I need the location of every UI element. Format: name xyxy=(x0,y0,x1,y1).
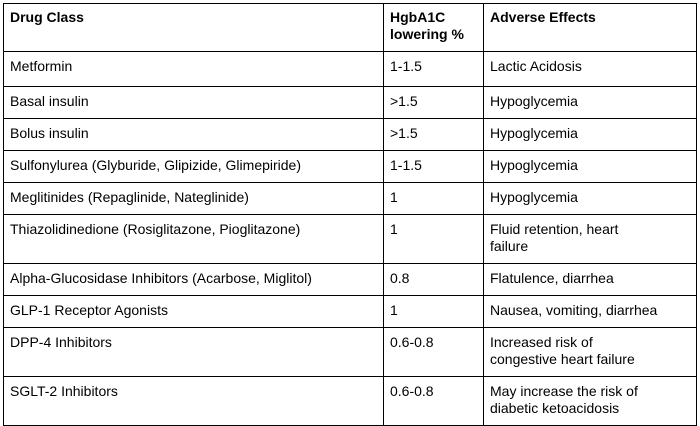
hgba1c-cell: 0.6-0.8 xyxy=(384,328,484,377)
drug-class-cell: GLP-1 Receptor Agonists xyxy=(4,296,384,328)
table-row xyxy=(4,328,697,377)
drug-class-cell: Alpha-Glucosidase Inhibitors (Acarbose, Miglitol) xyxy=(4,264,384,296)
drug-class-table xyxy=(3,3,697,426)
adverse-effects-cell: May increase the risk of diabetic ketoacidosis xyxy=(484,377,697,426)
table-row xyxy=(4,52,697,87)
drug-class-cell: Meglitinides (Repaglinide, Nateglinide) xyxy=(4,183,384,215)
hgba1c-cell: >1.5 xyxy=(384,119,484,151)
hgba1c-cell: 1 xyxy=(384,296,484,328)
drug-class-cell: Bolus insulin xyxy=(4,119,384,151)
table-row xyxy=(4,264,697,296)
adverse-effects-cell: Hypoglycemia xyxy=(484,87,697,119)
table-header-row xyxy=(4,4,697,52)
hgba1c-cell: 1-1.5 xyxy=(384,52,484,87)
hgba1c-cell: 1-1.5 xyxy=(384,151,484,183)
adverse-effects-cell: Lactic Acidosis xyxy=(484,52,697,87)
table-row xyxy=(4,296,697,328)
table-row xyxy=(4,183,697,215)
hgba1c-cell: 1 xyxy=(384,215,484,264)
drug-class-cell: Thiazolidinedione (Rosiglitazone, Pioglitazone) xyxy=(4,215,384,264)
table-row xyxy=(4,151,697,183)
adverse-effects-cell: Increased risk of congestive heart failure xyxy=(484,328,697,377)
adverse-effects-cell: Nausea, vomiting, diarrhea xyxy=(484,296,697,328)
drug-class-cell: Sulfonylurea (Glyburide, Glipizide, Glimepiride) xyxy=(4,151,384,183)
adverse-effects-cell: Hypoglycemia xyxy=(484,151,697,183)
header-hgba1c-lowering: HgbA1C lowering % xyxy=(384,4,484,52)
hgba1c-cell: >1.5 xyxy=(384,87,484,119)
adverse-effects-cell: Hypoglycemia xyxy=(484,119,697,151)
hgba1c-cell: 1 xyxy=(384,183,484,215)
adverse-effects-cell: Hypoglycemia xyxy=(484,183,697,215)
header-drug-class: Drug Class xyxy=(4,4,384,52)
header-adverse-effects: Adverse Effects xyxy=(484,4,697,52)
drug-class-cell: SGLT-2 Inhibitors xyxy=(4,377,384,426)
table-row xyxy=(4,119,697,151)
hgba1c-cell: 0.6-0.8 xyxy=(384,377,484,426)
drug-class-cell: DPP-4 Inhibitors xyxy=(4,328,384,377)
table-row xyxy=(4,215,697,264)
table-row xyxy=(4,377,697,426)
drug-class-cell: Basal insulin xyxy=(4,87,384,119)
adverse-effects-cell: Fluid retention, heart failure xyxy=(484,215,697,264)
hgba1c-cell: 0.8 xyxy=(384,264,484,296)
drug-class-cell: Metformin xyxy=(4,52,384,87)
table-row xyxy=(4,87,697,119)
adverse-effects-cell: Flatulence, diarrhea xyxy=(484,264,697,296)
